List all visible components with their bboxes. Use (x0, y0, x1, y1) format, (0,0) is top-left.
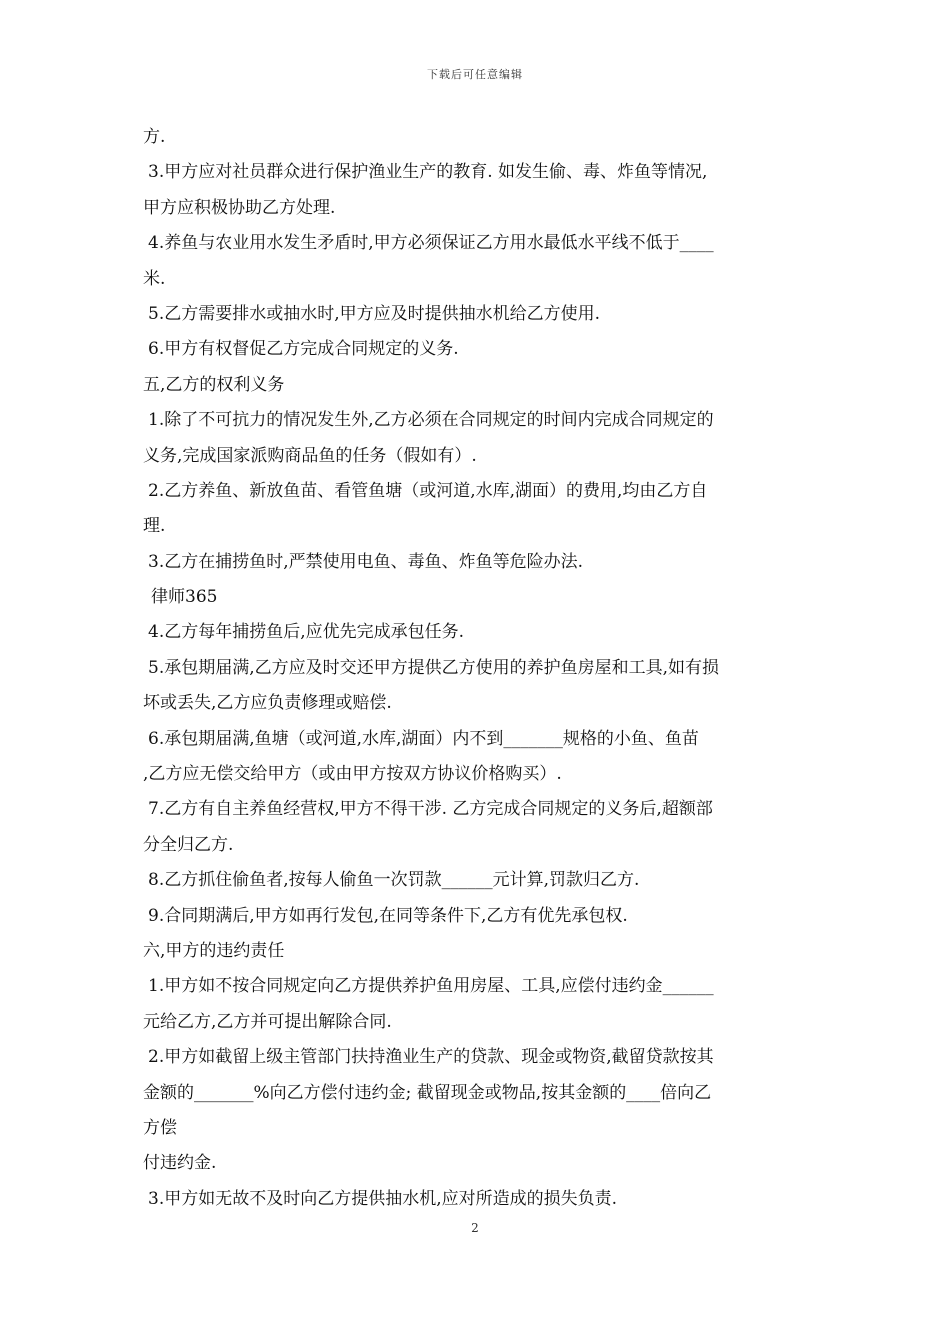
body-line: 甲方应积极协助乙方处理. (143, 197, 336, 218)
body-line: 9.合同期满后,甲方如再行发包,在同等条件下,乙方有优先承包权. (148, 905, 628, 926)
body-line: ,乙方应无偿交给甲方（或由甲方按双方协议价格购买）. (143, 764, 562, 785)
body-line: 律师365 (151, 587, 218, 608)
body-line: 4.乙方每年捕捞鱼后,应优先完成承包任务. (148, 622, 465, 643)
body-line: 8.乙方抓住偷鱼者,按每人偷鱼一次罚款______元计算,罚款归乙方. (148, 870, 640, 891)
body-line: 分全归乙方. (143, 834, 234, 855)
body-line: 7.乙方有自主养鱼经营权,甲方不得干涉. 乙方完成合同规定的义务后,超额部 (148, 799, 713, 820)
section-heading: 五,乙方的权利义务 (143, 374, 285, 395)
body-line: 3.甲方应对社员群众进行保护渔业生产的教育. 如发生偷、毒、炸鱼等情况, (148, 162, 708, 183)
page-header: 下载后可任意编辑 (427, 68, 523, 81)
body-line: 6.甲方有权督促乙方完成合同规定的义务. (148, 339, 459, 360)
body-line: 坏或丢失,乙方应负责修理或赔偿. (143, 693, 392, 714)
document-body (143, 120, 813, 1217)
body-line: 付违约金. (143, 1153, 217, 1174)
body-line: 2.乙方养鱼、新放鱼苗、看管鱼塘（或河道,水库,湖面）的费用,均由乙方自 (148, 480, 708, 501)
body-line: 方. (143, 127, 166, 147)
body-line: 3.甲方如无故不及时向乙方提供抽水机,应对所造成的损失负责. (148, 1188, 618, 1209)
body-line: 义务,完成国家派购商品鱼的任务（假如有）. (143, 445, 477, 466)
section-heading: 六,甲方的违约责任 (143, 940, 285, 961)
body-line: 5.乙方需要排水或抽水时,甲方应及时提供抽水机给乙方使用. (148, 303, 601, 324)
body-line: 元给乙方,乙方并可提出解除合同. (143, 1011, 392, 1032)
body-line: 金额的_______%向乙方偿付违约金; 截留现金或物品,按其金额的____倍向乙 (143, 1082, 712, 1103)
body-line: 1.甲方如不按合同规定向乙方提供养护鱼用房屋、工具,应偿付违约金______ (148, 976, 714, 997)
body-line: 2.甲方如截留上级主管部门扶持渔业生产的贷款、现金或物资,截留贷款按其 (148, 1047, 714, 1068)
body-line: 4.养鱼与农业用水发生矛盾时,甲方必须保证乙方用水最低水平线不低于____ (148, 233, 714, 254)
body-line: 理. (143, 516, 166, 537)
body-line: 3.乙方在捕捞鱼时,严禁使用电鱼、毒鱼、炸鱼等危险办法. (148, 551, 584, 572)
body-line: 方偿 (143, 1117, 177, 1138)
body-line: 6.承包期届满,鱼塘（或河道,水库,湖面）内不到_______规格的小鱼、鱼苗 (148, 728, 699, 749)
body-line: 米. (143, 268, 166, 289)
body-line: 1.除了不可抗力的情况发生外,乙方必须在合同规定的时间内完成合同规定的 (148, 410, 714, 431)
body-line: 5.承包期届满,乙方应及时交还甲方提供乙方使用的养护鱼房屋和工具,如有损 (148, 657, 720, 678)
page-number: 2 (471, 1221, 479, 1235)
